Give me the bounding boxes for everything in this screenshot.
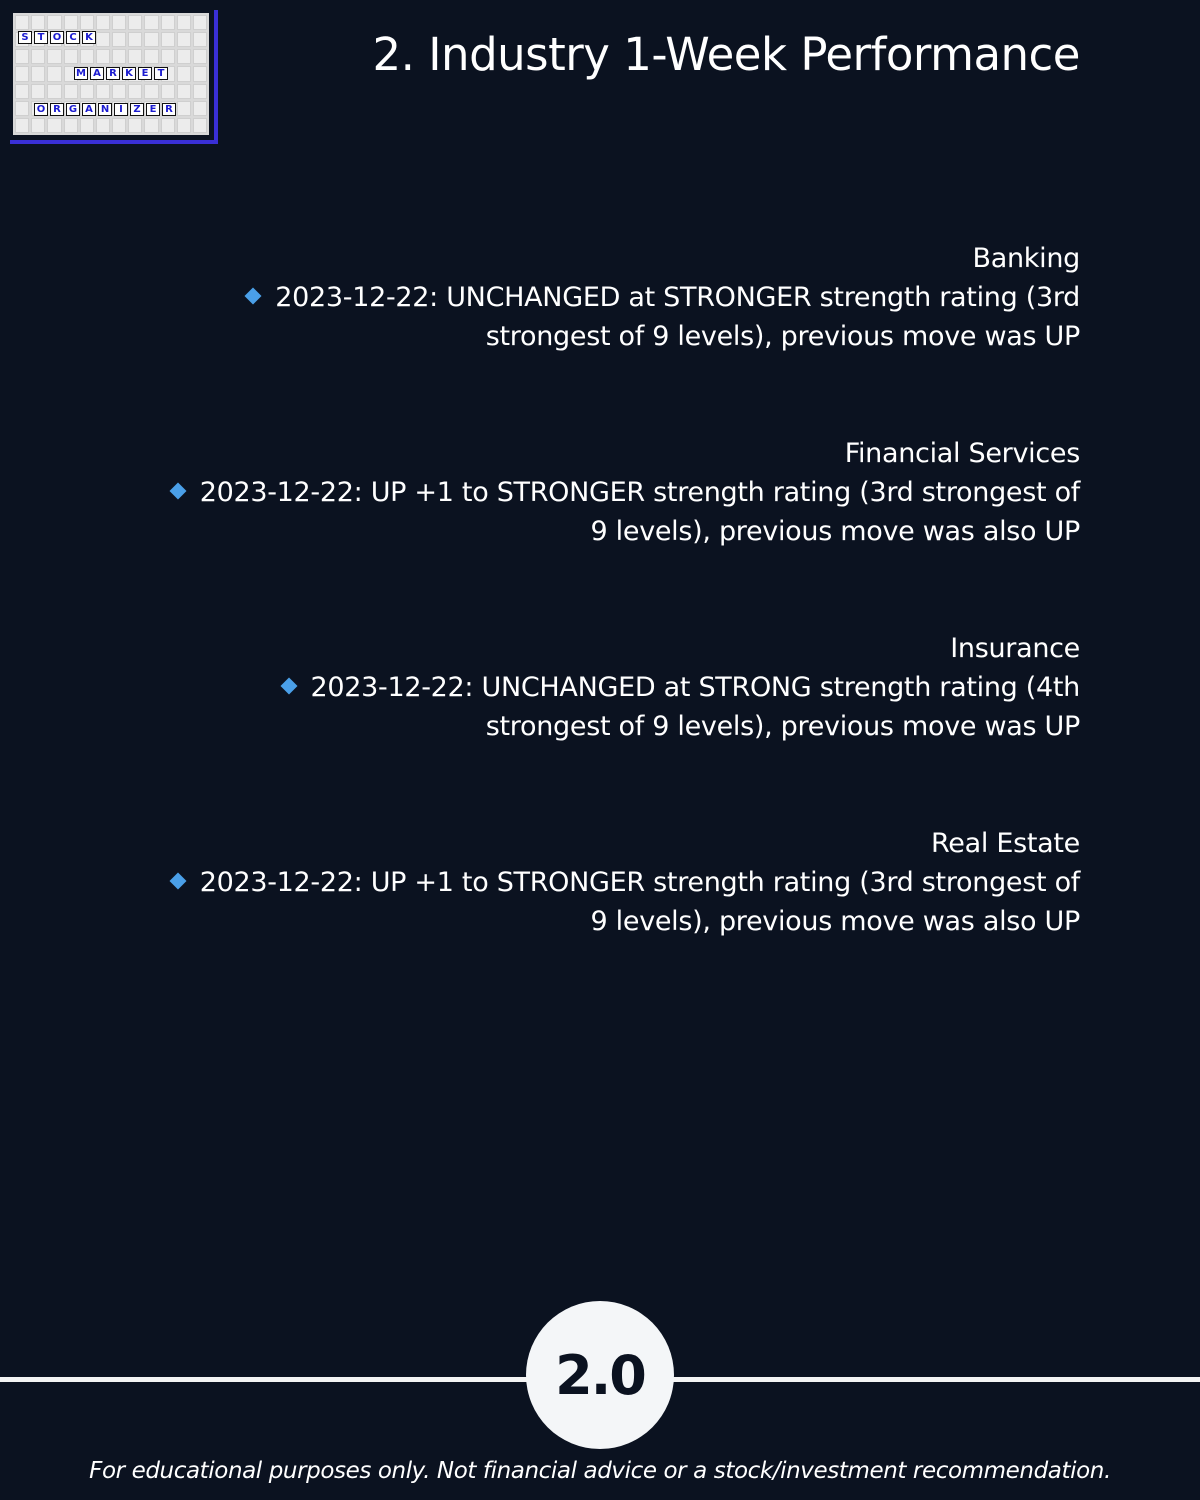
- logo-letter: T: [34, 31, 48, 44]
- logo-letter: S: [18, 31, 32, 44]
- logo-grid-cell: [161, 84, 175, 99]
- logo-letter: T: [154, 67, 168, 80]
- industry-section-insurance: [160, 630, 1080, 746]
- detail-line: 9 levels), previous move was also UP: [590, 516, 1080, 547]
- diamond-bullet-icon: [245, 288, 262, 305]
- logo-grid-cell: [112, 84, 126, 99]
- logo-letter: K: [122, 67, 136, 80]
- industry-detail: [160, 278, 1080, 356]
- logo-letter: R: [162, 103, 176, 116]
- logo-grid-cell: [161, 49, 175, 64]
- logo-grid-cell: [15, 101, 29, 116]
- logo-grid-cell: [193, 32, 207, 47]
- logo-grid-cell: [144, 118, 158, 133]
- logo-grid-cell: [47, 118, 61, 133]
- logo-grid-cell: [128, 49, 142, 64]
- version-badge: [526, 1301, 674, 1449]
- logo-grid-cell: [47, 49, 61, 64]
- diamond-bullet-icon: [169, 483, 186, 500]
- logo-grid-cell: [193, 84, 207, 99]
- logo-grid-cell: [177, 32, 191, 47]
- logo-grid-cell: [128, 15, 142, 30]
- logo-grid-cell: [144, 32, 158, 47]
- logo-grid-cell: [31, 84, 45, 99]
- industry-section-banking: [160, 240, 1080, 356]
- logo-letter: A: [90, 67, 104, 80]
- logo-letter: Z: [130, 103, 144, 116]
- logo-grid-cell: [144, 49, 158, 64]
- logo-grid-cell: [96, 32, 110, 47]
- logo-grid-cell: [193, 15, 207, 30]
- logo-grid-cell: [47, 84, 61, 99]
- logo-grid-cell: [64, 84, 78, 99]
- logo-letter: C: [66, 31, 80, 44]
- logo-letter: A: [82, 103, 96, 116]
- logo-letter: E: [138, 67, 152, 80]
- logo-letter: G: [66, 103, 80, 116]
- logo-letter: I: [114, 103, 128, 116]
- logo-letter: O: [34, 103, 48, 116]
- logo-grid-cell: [161, 15, 175, 30]
- diamond-bullet-icon: [169, 873, 186, 890]
- logo-grid-cell: [31, 118, 45, 133]
- logo-grid-cell: [161, 32, 175, 47]
- industry-section-financial-services: [160, 435, 1080, 551]
- logo-grid-cell: [144, 84, 158, 99]
- logo-grid-cell: [31, 66, 45, 81]
- logo-grid-cell: [47, 15, 61, 30]
- detail-line: strongest of 9 levels), previous move was UP: [485, 321, 1080, 352]
- logo-grid-cell: [31, 49, 45, 64]
- logo-word-organizer: [34, 103, 176, 116]
- logo-grid-cell: [177, 15, 191, 30]
- logo-grid-cell: [177, 84, 191, 99]
- version-number: 2.0: [555, 1343, 645, 1407]
- logo-grid-cell: [96, 15, 110, 30]
- industry-name: Financial Services: [844, 438, 1080, 469]
- logo-grid-cell: [128, 118, 142, 133]
- stock-market-organizer-logo: [10, 10, 218, 144]
- logo-grid-cell: [177, 101, 191, 116]
- logo-grid-cell: [96, 118, 110, 133]
- logo-letter: R: [106, 67, 120, 80]
- industry-detail: [160, 473, 1080, 551]
- logo-grid-cell: [144, 15, 158, 30]
- logo-grid-cell: [193, 49, 207, 64]
- logo-grid-cell: [96, 84, 110, 99]
- logo-word-market: [74, 67, 168, 80]
- logo-grid-cell: [112, 118, 126, 133]
- logo-grid-cell: [112, 32, 126, 47]
- logo-grid-cell: [80, 15, 94, 30]
- logo-letter: O: [50, 31, 64, 44]
- logo-grid-cell: [80, 49, 94, 64]
- logo-grid-cell: [193, 101, 207, 116]
- page-title: 2. Industry 1-Week Performance: [372, 28, 1080, 81]
- detail-line: 2023-12-22: UP +1 to STRONGER strength rating (3rd strongest of: [199, 867, 1080, 898]
- logo-grid-cell: [128, 84, 142, 99]
- logo-letter: R: [50, 103, 64, 116]
- industry-name: Banking: [972, 243, 1080, 274]
- logo-letter: E: [146, 103, 160, 116]
- logo-word-stock: [18, 31, 96, 44]
- logo-grid-cell: [128, 32, 142, 47]
- logo-grid-cell: [112, 49, 126, 64]
- logo-grid-cell: [15, 66, 29, 81]
- logo-grid-cell: [80, 84, 94, 99]
- industry-detail: [160, 863, 1080, 941]
- logo-grid-cell: [31, 15, 45, 30]
- logo-grid-cell: [177, 118, 191, 133]
- diamond-bullet-icon: [280, 678, 297, 695]
- logo-grid-cell: [15, 118, 29, 133]
- industry-section-real-estate: [160, 825, 1080, 941]
- industry-name: Insurance: [950, 633, 1080, 664]
- industry-detail: [160, 668, 1080, 746]
- logo-grid-cell: [193, 118, 207, 133]
- logo-grid-cell: [177, 66, 191, 81]
- detail-line: 9 levels), previous move was also UP: [590, 906, 1080, 937]
- logo-grid-cell: [15, 84, 29, 99]
- logo-grid-cell: [161, 118, 175, 133]
- logo-grid-cell: [64, 49, 78, 64]
- logo-letter: K: [82, 31, 96, 44]
- industry-name: Real Estate: [931, 828, 1080, 859]
- logo-grid-cell: [177, 49, 191, 64]
- detail-line: strongest of 9 levels), previous move was UP: [485, 711, 1080, 742]
- logo-grid-cell: [112, 15, 126, 30]
- logo-grid-cell: [193, 66, 207, 81]
- logo-grid-cell: [80, 118, 94, 133]
- disclaimer-text: For educational purposes only. Not financial advice or a stock/investment recommendation.: [89, 1458, 1111, 1484]
- logo-grid-cell: [15, 49, 29, 64]
- logo-letter: M: [74, 67, 88, 80]
- logo-letter: N: [98, 103, 112, 116]
- detail-line: 2023-12-22: UNCHANGED at STRONGER strength rating (3rd: [275, 282, 1080, 313]
- detail-line: 2023-12-22: UP +1 to STRONGER strength rating (3rd strongest of: [199, 477, 1080, 508]
- logo-grid-cell: [96, 49, 110, 64]
- logo-grid-cell: [15, 15, 29, 30]
- detail-line: 2023-12-22: UNCHANGED at STRONG strength rating (4th: [310, 672, 1080, 703]
- logo-grid-cell: [64, 118, 78, 133]
- logo-grid-cell: [47, 66, 61, 81]
- logo-grid-cell: [64, 15, 78, 30]
